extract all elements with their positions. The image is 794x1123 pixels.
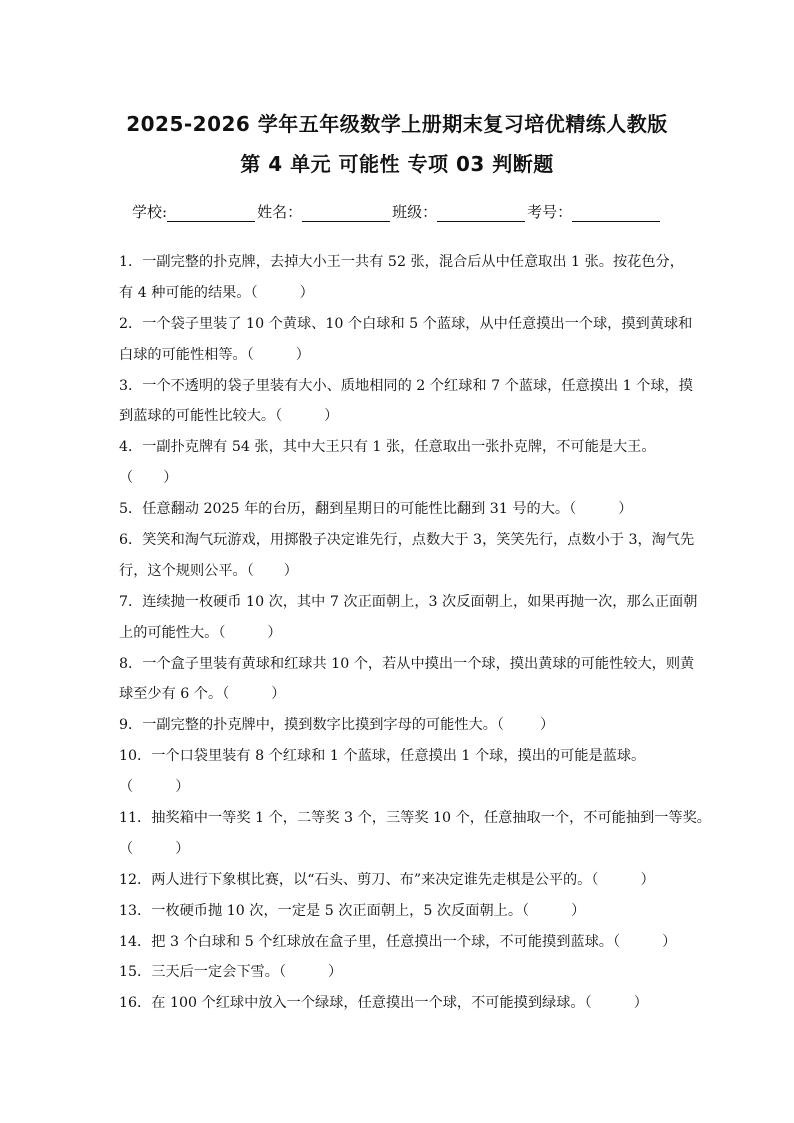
question-text: 白球的可能性相等。（	[119, 346, 254, 363]
question-item	[119, 587, 698, 649]
question-item	[119, 896, 689, 927]
question-text: 6．笑笑和淘气玩游戏，用掷骰子决定谁先行，点数大于 3，笑笑先行，点数小于 3，淘气先	[119, 532, 695, 549]
question-item	[119, 432, 689, 494]
question-text: 5．任意翻动 2025 年的台历，翻到星期日的可能性比翻到 31 号的大。（	[119, 501, 577, 518]
question-item	[119, 494, 689, 525]
question-item	[119, 309, 693, 371]
question-text: （	[119, 470, 134, 487]
question-item	[119, 371, 693, 433]
question-line	[119, 679, 689, 710]
question-text: 16．在 100 个红球中放入一个绿球，任意摸出一个球，不可能摸到绿球。（	[119, 995, 592, 1012]
question-item	[119, 865, 689, 896]
question-item	[119, 741, 689, 803]
exam-no-label: 考号：	[527, 203, 573, 221]
question-line	[119, 556, 689, 587]
close-paren: ）	[175, 779, 190, 796]
question-text: 11．抽奖箱中一等奖 1 个，二等奖 3 个，三等奖 10 个，任意抽取一个，不可能抽到一等奖。	[119, 810, 711, 827]
question-text: 2．一个袋子里装了 10 个黄球、10 个白球和 5 个蓝球，从中任意摸出一个球，摸到黄球和	[119, 315, 693, 332]
close-paren: ）	[283, 562, 298, 579]
close-paren: ）	[271, 686, 286, 703]
question-text: 13．一枚硬币抛 10 次，一定是 5 次正面朝上，5 次反面朝上。（	[119, 902, 530, 919]
question-text: 15．三天后一定会下雪。（	[119, 964, 287, 981]
question-item	[119, 957, 689, 988]
question-line	[119, 309, 693, 340]
worksheet-title: 2025-2026 学年五年级数学上册期末复习培优精练人教版	[126, 112, 668, 136]
question-text: 行，这个规则公平。（	[119, 562, 254, 579]
question-text: 3．一个不透明的袋子里装有大小、质地相同的 2 个红球和 7 个蓝球，任意摸出 1 个球，摸	[119, 377, 693, 394]
question-text: 有 4 种可能的结果。（	[119, 284, 258, 301]
close-paren: ）	[640, 871, 655, 888]
question-text: 14．把 3 个白球和 5 个红球放在盒子里，任意摸出一个球，不可能摸到蓝球。（	[119, 933, 621, 950]
question-line	[119, 432, 689, 463]
question-line	[119, 494, 689, 525]
question-line	[119, 988, 689, 1019]
exam-no-blank[interactable]	[572, 205, 660, 222]
class-blank[interactable]	[437, 205, 525, 222]
close-paren: ）	[633, 995, 648, 1012]
question-line	[119, 865, 689, 896]
question-text: 1．一副完整的扑克牌，去掉大小王一共有 52 张，混合后从中任意取出 1 张。按花色分，	[119, 254, 684, 270]
question-list	[119, 247, 711, 1019]
question-text: 7．连续抛一枚硬币 10 次，其中 7 次正面朝上，3 次反面朝上，如果再抛一次，那么正面朝	[119, 593, 698, 610]
question-text: 10．一个口袋里装有 8 个红球和 1 个蓝球，任意摸出 1 个球，摸出的可能是蓝球。	[119, 748, 646, 765]
close-paren: ）	[267, 624, 282, 641]
close-paren: ）	[295, 346, 310, 363]
question-line	[119, 247, 689, 278]
question-line	[119, 834, 689, 865]
question-item	[119, 710, 689, 741]
question-text: 4．一副扑克牌有 54 张，其中大王只有 1 张，任意取出一张扑克牌，不可能是大王。	[119, 439, 656, 456]
class-label: 班级：	[392, 203, 438, 221]
question-item	[119, 649, 695, 711]
question-text: 12．两人进行下象棋比赛，以“石头、剪刀、布”来决定谁先走棋是公平的。（	[119, 871, 599, 888]
question-line	[119, 463, 689, 494]
question-line	[119, 957, 689, 988]
close-paren: ）	[299, 284, 314, 301]
question-line	[119, 741, 689, 772]
question-line	[119, 618, 689, 649]
question-item	[119, 247, 689, 309]
question-line	[119, 927, 689, 958]
name-blank[interactable]	[302, 205, 390, 222]
question-text: 9．一副完整的扑克牌中，摸到数字比摸到字母的可能性大。（	[119, 717, 504, 734]
name-label: 姓名：	[257, 203, 303, 221]
school-blank[interactable]	[167, 205, 255, 222]
close-paren: ）	[662, 933, 677, 950]
question-line	[119, 401, 689, 432]
close-paren: ）	[618, 501, 633, 518]
close-paren: ）	[175, 840, 190, 857]
question-line	[119, 340, 689, 371]
question-text: （	[119, 840, 134, 857]
question-line	[119, 525, 695, 556]
question-text: 到蓝球的可能性比较大。（	[119, 408, 283, 425]
close-paren: ）	[163, 470, 178, 487]
question-text: 8．一个盒子里装有黄球和红球共 10 个，若从中摸出一个球，摸出黄球的可能性较大，则黄	[119, 655, 695, 672]
question-line	[119, 278, 689, 309]
question-line	[119, 772, 689, 803]
question-line	[119, 587, 698, 618]
question-line	[119, 896, 689, 927]
question-line	[119, 371, 693, 402]
question-text: 上的可能性大。（	[119, 624, 226, 641]
close-paren: ）	[324, 408, 339, 425]
question-item	[119, 988, 689, 1019]
close-paren: ）	[328, 964, 343, 981]
question-item	[119, 927, 689, 958]
question-line	[119, 649, 695, 680]
student-info-row	[132, 201, 662, 222]
question-line	[119, 803, 711, 834]
worksheet-subtitle: 第 4 单元 可能性 专项 03 判断题	[240, 152, 554, 176]
close-paren: ）	[571, 902, 586, 919]
question-text: 球至少有 6 个。（	[119, 686, 230, 703]
question-text: （	[119, 779, 134, 796]
question-item	[119, 525, 695, 587]
school-label: 学校:	[132, 203, 168, 221]
question-line	[119, 710, 689, 741]
question-item	[119, 803, 711, 865]
close-paren: ）	[540, 717, 555, 734]
